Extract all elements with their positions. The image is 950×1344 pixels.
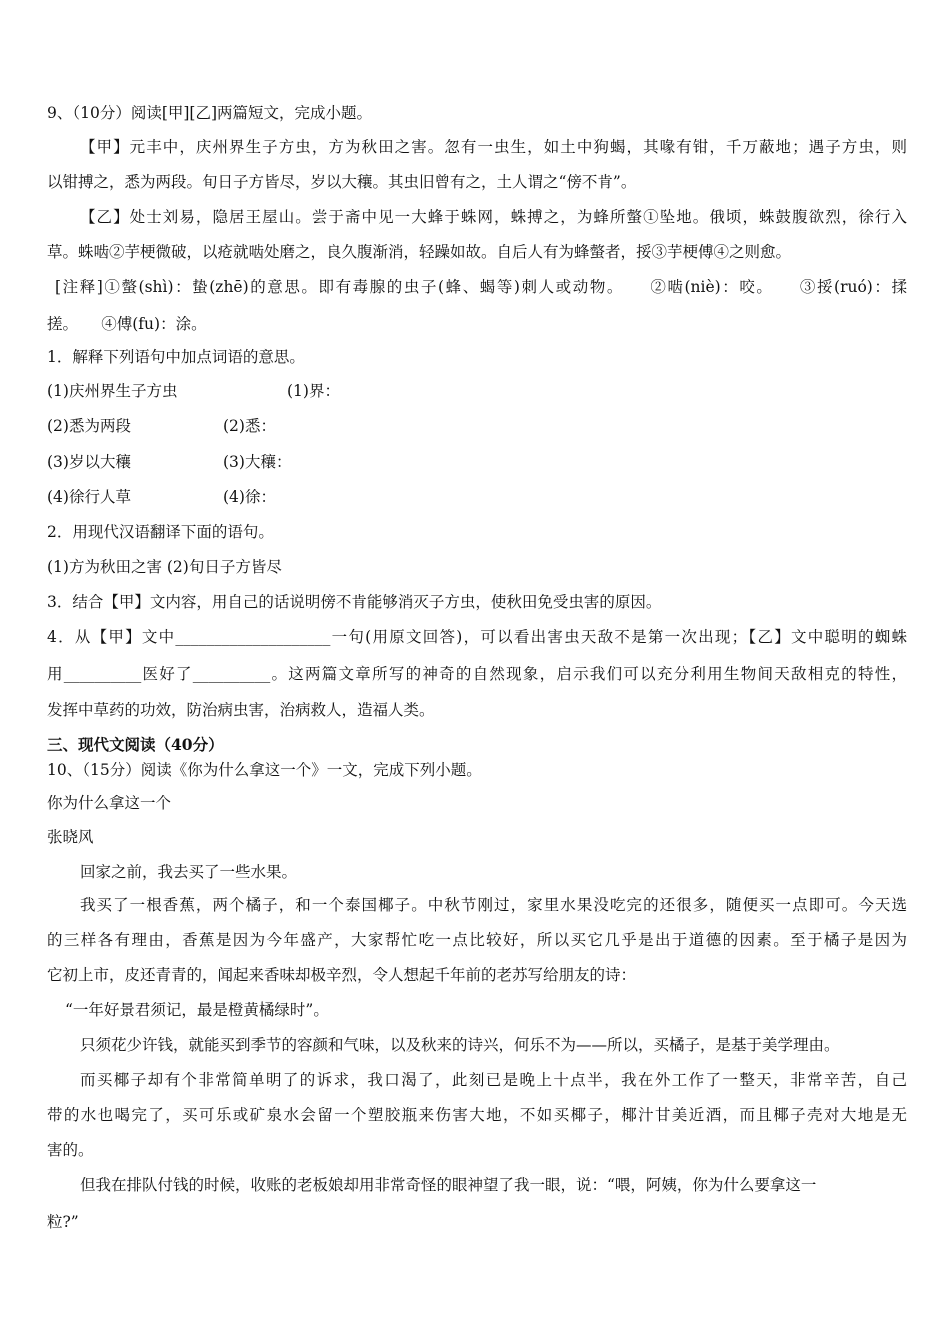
q9-sub2-items: (1)方为秋田之害 (2)旬日子方皆尽 (47, 558, 282, 576)
article-p2-line1: 我买了一根香蕉，两个橘子，和一个泰国椰子。中秋节刚过，家里水果没吃完的还很多，随便买一点即可。今天选 (80, 896, 907, 914)
sub1-item-4 (47, 487, 907, 507)
q9-sub1-title: 1．解释下列语句中加点词语的意思。 (47, 348, 305, 366)
q9-yi-line2: 草。蛛啮②芋梗微破，以疮就啮处磨之，良久腹渐消，轻躁如故。自后人有为蜂螫者，挼③芋梗傅④之则愈。 (47, 243, 792, 261)
q9-header: 9、（10分）阅读[甲][乙]两篇短文，完成小题。 (47, 104, 373, 122)
q9-sub4-line1: 4．从【甲】文中____________________一句(用原文回答)，可以看出害虫天敌不是第一次出现；【乙】文中聪明的蜘蛛 (47, 628, 907, 646)
sub1-item-2-answer: (2)悉： (223, 417, 276, 435)
sub1-item-3-sentence: (3)岁以大穰 (47, 453, 131, 471)
q9-sub4-line3: 发挥中草药的功效，防治病虫害，治病救人，造福人类。 (47, 701, 435, 719)
article-p1: 回家之前，我去买了一些水果。 (80, 863, 298, 881)
article-p5-line3: 害的。 (47, 1141, 94, 1159)
sub1-item-4-sentence: (4)徐行人草 (47, 488, 131, 506)
q9-note-line1: [注释]①螫(shì)：蛰(zhē)的意思。即有毒腺的虫子(蜂、蝎等)刺人或动物。 ②啮(niè)：咬。 ③挼(ruó)：揉 (55, 278, 907, 296)
article-p2-line3: 它初上市，皮还青青的，闻起来香味却极辛烈，令人想起千年前的老苏写给朋友的诗： (47, 966, 637, 984)
article-author: 张晓风 (47, 828, 94, 846)
sub1-item-2-sentence: (2)悉为两段 (47, 417, 131, 435)
q9-sub3: 3．结合【甲】文内容，用自己的话说明傍不肯能够消灭子方虫，使秋田免受虫害的原因。 (47, 593, 662, 611)
article-p6-line1: 但我在排队付钱的时候，收账的老板娘却用非常奇怪的眼神望了我一眼，说：“喂，阿姨，你为什么要拿这一 (80, 1176, 817, 1194)
sub1-item-1 (47, 381, 907, 401)
q9-jia-line2: 以钳搏之，悉为两段。旬日子方皆尽，岁以大穰。其虫旧曾有之，土人谓之“傍不肯”。 (47, 173, 637, 191)
q9-sub2-title: 2．用现代汉语翻译下面的语句。 (47, 523, 274, 541)
sub1-item-3-answer: (3)大穰： (223, 453, 292, 471)
q9-jia-line1: 【甲】元丰中，庆州界生子方虫，方为秋田之害。忽有一虫生，如土中狗蝎，其喙有钳，千万蔽地；遇子方虫，则 (80, 138, 907, 156)
article-title: 你为什么拿这一个 (47, 794, 172, 812)
sub1-item-2 (47, 416, 907, 436)
section3-heading: 三、现代文阅读（40分） (47, 735, 224, 754)
sub1-item-1-sentence: (1)庆州界生子方虫 (47, 382, 178, 400)
q10-header: 10、（15分）阅读《你为什么拿这一个》一文，完成下列小题。 (47, 761, 482, 779)
q9-sub4-line2: 用__________医好了__________。这两篇文章所写的神奇的自然现象，启示我们可以充分利用生物间天敌相克的特性， (47, 665, 907, 683)
article-p6-line2: 粒?” (47, 1213, 79, 1231)
article-p2-line2: 的三样各有理由，香蕉是因为今年盛产，大家帮忙吃一点比较好，所以买它几乎是出于道德的因素。至于橘子是因为 (47, 931, 907, 949)
article-p5-line1: 而买椰子却有个非常简单明了的诉求，我口渴了，此刻已是晚上十点半，我在外工作了一整天，非常辛苦，自己 (80, 1071, 907, 1089)
sub1-item-3 (47, 452, 907, 472)
article-p4: 只须花少许钱，就能买到季节的容颜和气味，以及秋来的诗兴，何乐不为——所以，买橘子，是基于美学理由。 (80, 1036, 840, 1054)
article-p5-line2: 带的水也喝完了，买可乐或矿泉水会留一个塑胶瓶来伤害大地，不如买椰子，椰汁甘美近酒，而且椰子壳对大地是无 (47, 1106, 907, 1124)
article-p3-poem: “一年好景君须记，最是橙黄橘绿时”。 (65, 1001, 329, 1019)
q9-yi-line1: 【乙】处士刘易，隐居王屋山。尝于斋中见一大蜂于蛛网，蛛搏之，为蜂所螫①坠地。俄顷，蛛鼓腹欲烈，徐行入 (80, 208, 907, 226)
q9-note-line2: 搓。 ④傅(fu)：涂。 (47, 315, 207, 333)
sub1-item-4-answer: (4)徐： (223, 488, 276, 506)
sub1-item-1-answer: (1)界： (287, 382, 340, 400)
